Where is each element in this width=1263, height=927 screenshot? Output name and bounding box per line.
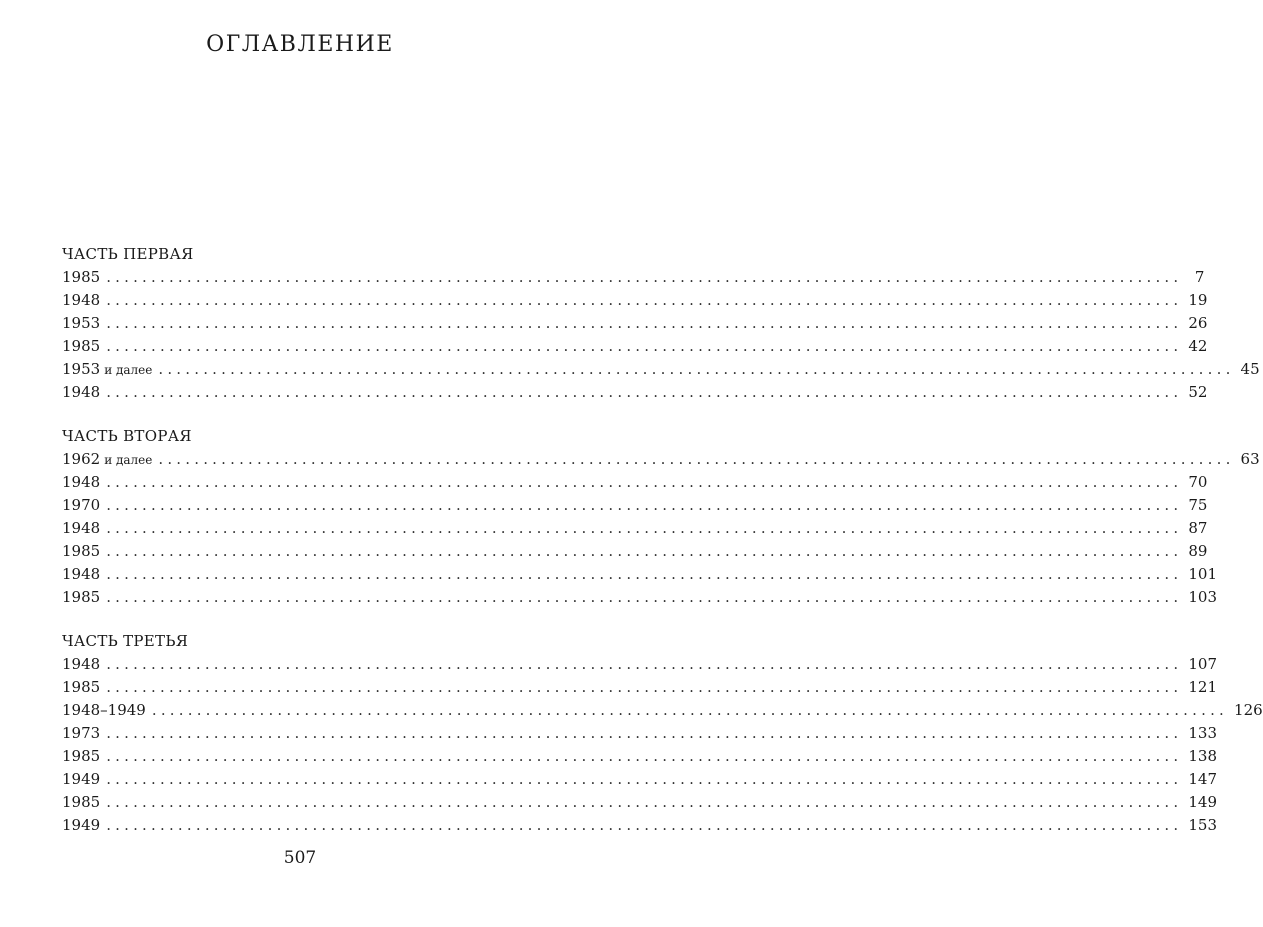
dot-leader: ........................................................................................................................: [106, 724, 1183, 742]
entry-year: 1949: [62, 816, 101, 834]
entry-page: 26: [1188, 314, 1208, 332]
toc-entry[interactable]: [62, 517, 1208, 540]
dot-leader: ........................................................................................................................: [106, 678, 1183, 696]
entry-page: 42: [1188, 337, 1208, 355]
table-of-contents: [62, 243, 1263, 858]
entry-page: 45: [1240, 360, 1260, 378]
entry-page: 89: [1188, 542, 1208, 560]
entry-year: 1948: [62, 291, 101, 309]
toc-entry[interactable]: [62, 540, 1208, 563]
dot-leader: ........................................................................................................................: [106, 337, 1183, 355]
entry-page: 103: [1188, 588, 1217, 606]
entry-year: 1948: [62, 473, 101, 491]
dot-leader: ........................................................................................................................: [106, 314, 1183, 332]
dot-leader: ........................................................................................................................: [106, 519, 1183, 537]
toc-entry[interactable]: [62, 381, 1208, 404]
entry-year: 1985: [62, 542, 101, 560]
entry-year: 1985: [62, 268, 101, 286]
toc-entry[interactable]: [62, 494, 1208, 517]
entry-year: 1948: [62, 565, 101, 583]
entry-year: 1953: [62, 314, 101, 332]
entry-year: 1948: [62, 655, 101, 673]
entry-suffix: и далее: [104, 453, 153, 467]
toc-entry[interactable]: [62, 814, 1217, 837]
entry-year: 1985: [62, 678, 101, 696]
section-part-three: [62, 630, 1263, 837]
entry-page: 75: [1188, 496, 1208, 514]
entry-year: 1948–1949: [62, 701, 146, 719]
toc-entry[interactable]: [62, 335, 1208, 358]
section-part-one: [62, 243, 1260, 404]
toc-entry[interactable]: [62, 471, 1208, 494]
toc-entry[interactable]: [62, 699, 1263, 722]
toc-entry[interactable]: [62, 768, 1217, 791]
section-part-two: [62, 425, 1260, 609]
entry-year: 1948: [62, 383, 101, 401]
toc-entry[interactable]: [62, 722, 1217, 745]
entry-year: 1970: [62, 496, 101, 514]
entry-year: 1949: [62, 770, 101, 788]
toc-entry[interactable]: [62, 358, 1260, 381]
dot-leader: ........................................................................................................................: [106, 268, 1183, 286]
dot-leader: ........................................................................................................................: [106, 496, 1183, 514]
entry-year: 1985: [62, 793, 101, 811]
entry-year: 1973: [62, 724, 101, 742]
dot-leader: ........................................................................................................................: [106, 542, 1183, 560]
section-title: ЧАСТЬ ПЕРВАЯ: [62, 245, 194, 263]
entry-page: 133: [1188, 724, 1217, 742]
toc-entry[interactable]: [62, 448, 1260, 471]
toc-entry[interactable]: [62, 266, 1205, 289]
dot-leader: ........................................................................................................................: [106, 291, 1183, 309]
toc-entry[interactable]: [62, 289, 1208, 312]
dot-leader: ........................................................................................................................: [106, 588, 1183, 606]
toc-entry[interactable]: [62, 312, 1208, 335]
entry-year: 1985: [62, 747, 101, 765]
toc-entry[interactable]: [62, 653, 1217, 676]
toc-entry[interactable]: [62, 676, 1217, 699]
entry-year: 1962: [62, 450, 101, 468]
dot-leader: ........................................................................................................................: [158, 450, 1235, 468]
toc-entry[interactable]: [62, 586, 1217, 609]
entry-page: 147: [1188, 770, 1217, 788]
dot-leader: ........................................................................................................................: [106, 655, 1183, 673]
entry-year: 1985: [62, 588, 101, 606]
entry-page: 7: [1194, 268, 1205, 286]
dot-leader: ........................................................................................................................: [151, 701, 1229, 719]
entry-page: 138: [1188, 747, 1217, 765]
entry-page: 70: [1188, 473, 1208, 491]
toc-entry[interactable]: [62, 745, 1217, 768]
entry-year: 1948: [62, 519, 101, 537]
section-title: ЧАСТЬ ТРЕТЬЯ: [62, 632, 189, 650]
toc-entry[interactable]: [62, 791, 1217, 814]
entry-year: 1953: [62, 360, 101, 378]
section-title: ЧАСТЬ ВТОРАЯ: [62, 427, 192, 445]
page-number: 507: [283, 848, 317, 868]
entry-page: 87: [1188, 519, 1208, 537]
entry-page: 101: [1188, 565, 1217, 583]
toc-entry[interactable]: [62, 563, 1217, 586]
entry-page: 107: [1188, 655, 1217, 673]
entry-page: 19: [1188, 291, 1208, 309]
dot-leader: ........................................................................................................................: [106, 565, 1183, 583]
dot-leader: ........................................................................................................................: [106, 747, 1183, 765]
dot-leader: ........................................................................................................................: [158, 360, 1235, 378]
entry-suffix: и далее: [104, 363, 153, 377]
dot-leader: ........................................................................................................................: [106, 383, 1183, 401]
dot-leader: ........................................................................................................................: [106, 473, 1183, 491]
dot-leader: ........................................................................................................................: [106, 816, 1183, 834]
entry-page: 52: [1188, 383, 1208, 401]
entry-page: 63: [1240, 450, 1260, 468]
dot-leader: ........................................................................................................................: [106, 793, 1183, 811]
entry-page: 149: [1188, 793, 1217, 811]
dot-leader: ........................................................................................................................: [106, 770, 1183, 788]
entry-page: 121: [1188, 678, 1217, 696]
entry-year: 1985: [62, 337, 101, 355]
page-title: ОГЛАВЛЕНИЕ: [206, 32, 394, 57]
entry-page: 153: [1188, 816, 1217, 834]
entry-page: 126: [1234, 701, 1263, 719]
